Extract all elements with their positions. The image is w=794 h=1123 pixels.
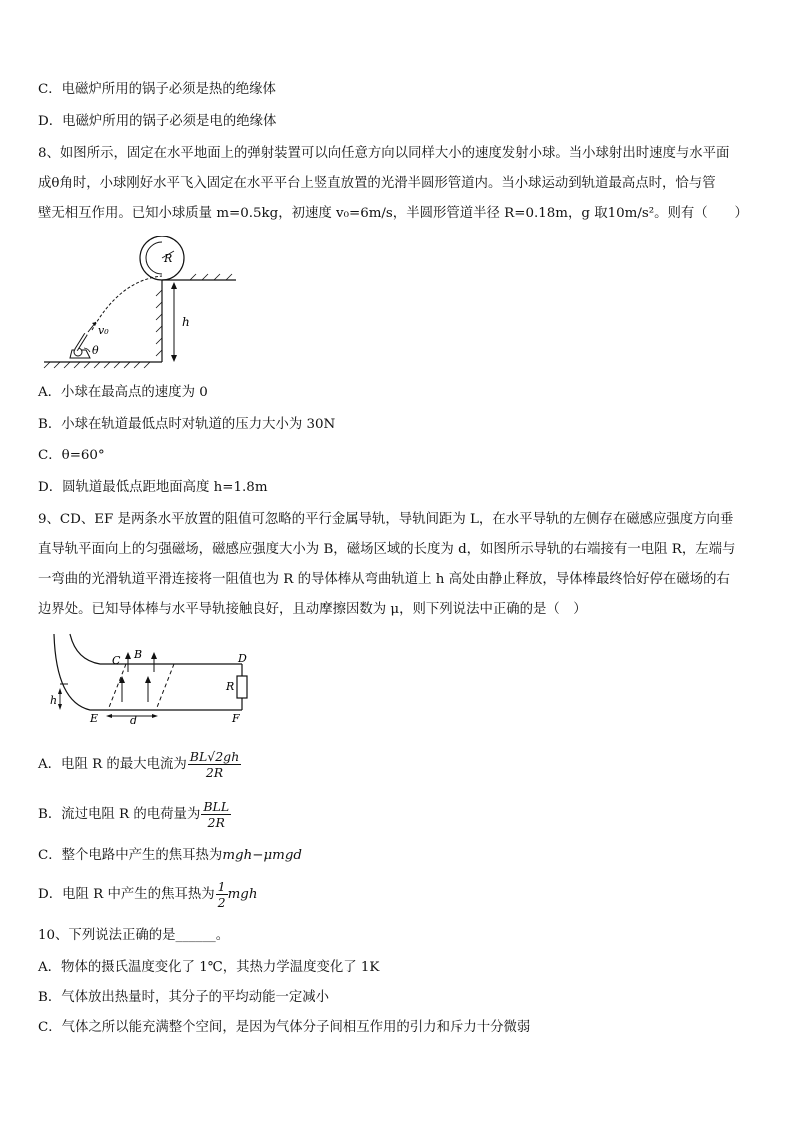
q9-option-c [38, 846, 302, 866]
q9-stem-line4: 边界处。已知导体棒与水平导轨接触良好，且动摩擦因数为 μ，则下列说法中正确的是（ ） [38, 602, 587, 617]
q9-option-a-fraction [188, 749, 241, 780]
q10-stem: 10、下列说法正确的是______。 [38, 928, 230, 943]
q9-fig-label-r: R [226, 680, 235, 693]
q9-stem-line1: 9、CD、EF 是两条水平放置的阻值可忽略的平行金属导轨，导轨间距为 L，在水平导轨的左侧存在磁感应强度方向垂 [38, 512, 734, 527]
q9-option-b [38, 798, 231, 832]
q10-option-c: C．气体之所以能充满整个空间，是因为气体分子间相互作用的引力和斥力十分微弱 [38, 1020, 531, 1035]
q9-option-c-prefix: C．整个电路中产生的焦耳热为 [38, 848, 223, 863]
q9-fig-label-c: C [112, 654, 121, 667]
q9-option-b-fraction [201, 799, 231, 830]
q8-option-c: C．θ=60° [38, 448, 105, 463]
q9-option-d-numerator: 1 [217, 879, 226, 894]
q9-option-a-denominator: 2R [205, 765, 224, 780]
q8-option-d: D．圆轨道最低点距地面高度 h=1.8m [38, 480, 268, 495]
q9-option-d-expression: mgh [227, 887, 258, 902]
q10-option-b: B．气体放出热量时，其分子的平均动能一定减小 [38, 990, 330, 1005]
q9-option-d-fraction [216, 879, 228, 910]
q8-fig-label-h: h [182, 315, 190, 329]
q8-option-b: B．小球在轨道最低点时对轨道的压力大小为 30N [38, 417, 336, 432]
q9-fig-label-b: B [134, 648, 143, 661]
q9-fig-label-f: F [232, 712, 240, 724]
q8-fig-label-v0: v₀ [98, 324, 109, 337]
q9-option-b-prefix: B．流过电阻 R 的电荷量为 [38, 807, 201, 822]
q8-stem-line1: 8、如图所示，固定在水平地面上的弹射装置可以向任意方向以同样大小的速度发射小球。当小球射出时速度与水平面 [38, 146, 730, 161]
q9-fig-label-e: E [90, 712, 99, 724]
q8-figure [40, 236, 240, 370]
q9-option-a-numerator: BL√2gh [189, 749, 240, 764]
q9-fig-label-dd: d [130, 714, 138, 724]
q8-fig-label-theta: θ [92, 344, 99, 357]
q9-stem-line2: 直导轨平面向上的匀强磁场，磁感应强度大小为 B，磁场区域的长度为 d，如图所示导轨的右端接有一电阻 R，左端与 [38, 542, 736, 557]
q9-option-a-prefix: A．电阻 R 的最大电流为 [38, 757, 187, 772]
q9-option-b-numerator: BLL [203, 799, 230, 814]
q9-option-b-denominator: 2R [207, 815, 225, 830]
q9-option-d-prefix: D．电阻 R 中产生的焦耳热为 [38, 887, 215, 902]
q9-option-c-expression: mgh−μmgd [222, 848, 302, 863]
q9-figure [46, 632, 258, 724]
q9-fig-label-h: h [50, 694, 58, 707]
q9-option-d [38, 878, 258, 912]
q8-stem-line3: 壁无相互作用。已知小球质量 m=0.5kg，初速度 v₀=6m/s，半圆形管道半径 R=0.18m，g 取10m/s²。则有（ ） [38, 206, 748, 221]
q9-fig-label-d: D [238, 652, 247, 665]
q9-option-d-denominator: 2 [217, 895, 226, 910]
q7-option-d: D．电磁炉所用的锅子必须是电的绝缘体 [38, 114, 277, 129]
q7-option-c: C．电磁炉所用的锅子必须是热的绝缘体 [38, 82, 276, 97]
q9-stem-line3: 一弯曲的光滑轨道平滑连接将一阻值也为 R 的导体棒从弯曲轨道上 h 高处由静止释放，导体棒最终恰好停在磁场的右 [38, 572, 730, 587]
q8-option-a: A．小球在最高点的速度为 0 [38, 385, 208, 400]
q9-option-a [38, 748, 241, 782]
q10-option-a: A．物体的摄氏温度变化了 1℃，其热力学温度变化了 1K [38, 960, 380, 975]
q8-stem-line2: 成θ角时，小球刚好水平飞入固定在水平平台上竖直放置的光滑半圆形管道内。当小球运动到轨道最高点时，恰与管 [38, 176, 716, 191]
q8-fig-label-r: R [164, 252, 173, 265]
